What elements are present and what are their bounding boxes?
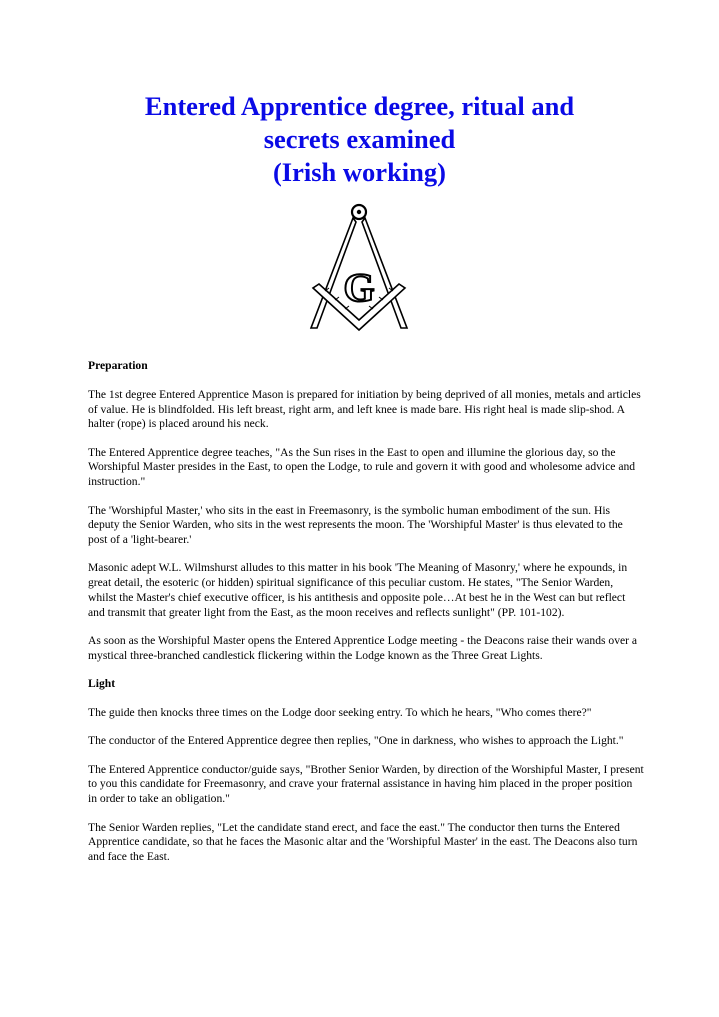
title-line: (Irish working) bbox=[272, 157, 446, 187]
document-body bbox=[88, 359, 644, 878]
paragraph: The Entered Apprentice degree teaches, "As the Sun rises in the East to open and illumine the glorious day, so the Worshipful Master presides in the East, to open the Lodge, to rule and govern it with good and wholesome advice and instruction." bbox=[88, 445, 636, 489]
paragraph: The Senior Warden replies, "Let the candidate stand erect, and face the east." The conductor then turns the Entered Apprentice candidate, so that he faces the Masonic altar and the 'Worshipful Master' in the east. The Deacons also turn and face the East. bbox=[88, 820, 638, 864]
title-line: Entered Apprentice degree, ritual and bbox=[144, 91, 575, 121]
square-and-compasses-icon bbox=[303, 200, 415, 338]
emblem-letter: G bbox=[343, 265, 375, 310]
section-heading-light: Light bbox=[88, 677, 116, 691]
paragraph: Masonic adept W.L. Wilmshurst alludes to this matter in his book 'The Meaning of Masonry,' where he expounds, in great detail, the esoteric (or hidden) spiritual significance of this peculiar custom. He states, "The Senior Warden, whilst the Master's chief executive officer, is his antithesis and opposite pole…At best he in the West can but reflect and transmit that greater light from the East, as the moon receives and reflects sunlight" (PP. 101-102). bbox=[88, 561, 628, 619]
paragraph: The Entered Apprentice conductor/guide says, "Brother Senior Warden, by direction of the Worshipful Master, I present to you this candidate for Freemasonry, and crave your fraternal assistance in having him placed in the proper position in order to take an obligation." bbox=[88, 762, 644, 806]
paragraph: The 'Worshipful Master,' who sits in the east in Freemasonry, is the symbolic human embodiment of the sun. His deputy the Senior Warden, who sits in the west represents the moon. The 'Worshipful Master' is thus elevated to the post of a 'light-bearer.' bbox=[88, 503, 623, 547]
document-title bbox=[0, 90, 719, 189]
paragraph: The 1st degree Entered Apprentice Mason is prepared for initiation by being deprived of all monies, metals and articles of value. He is blindfolded. His left breast, right arm, and left knee is made bare. His right heal is made slip-shod. A halter (rope) is placed around his neck. bbox=[88, 387, 641, 431]
section-heading-preparation: Preparation bbox=[88, 359, 148, 372]
paragraph: As soon as the Worshipful Master opens the Entered Apprentice Lodge meeting - the Deacons raise their wands over a mystical three-branched candlestick flickering within the Lodge known as the Three Great Lights. bbox=[88, 634, 638, 662]
title-line: secrets examined bbox=[263, 124, 456, 154]
paragraph: The guide then knocks three times on the Lodge door seeking entry. To which he hears, "Who comes there?" bbox=[88, 706, 592, 720]
paragraph: The conductor of the Entered Apprentice degree then replies, "One in darkness, who wishes to approach the Light." bbox=[88, 734, 624, 748]
